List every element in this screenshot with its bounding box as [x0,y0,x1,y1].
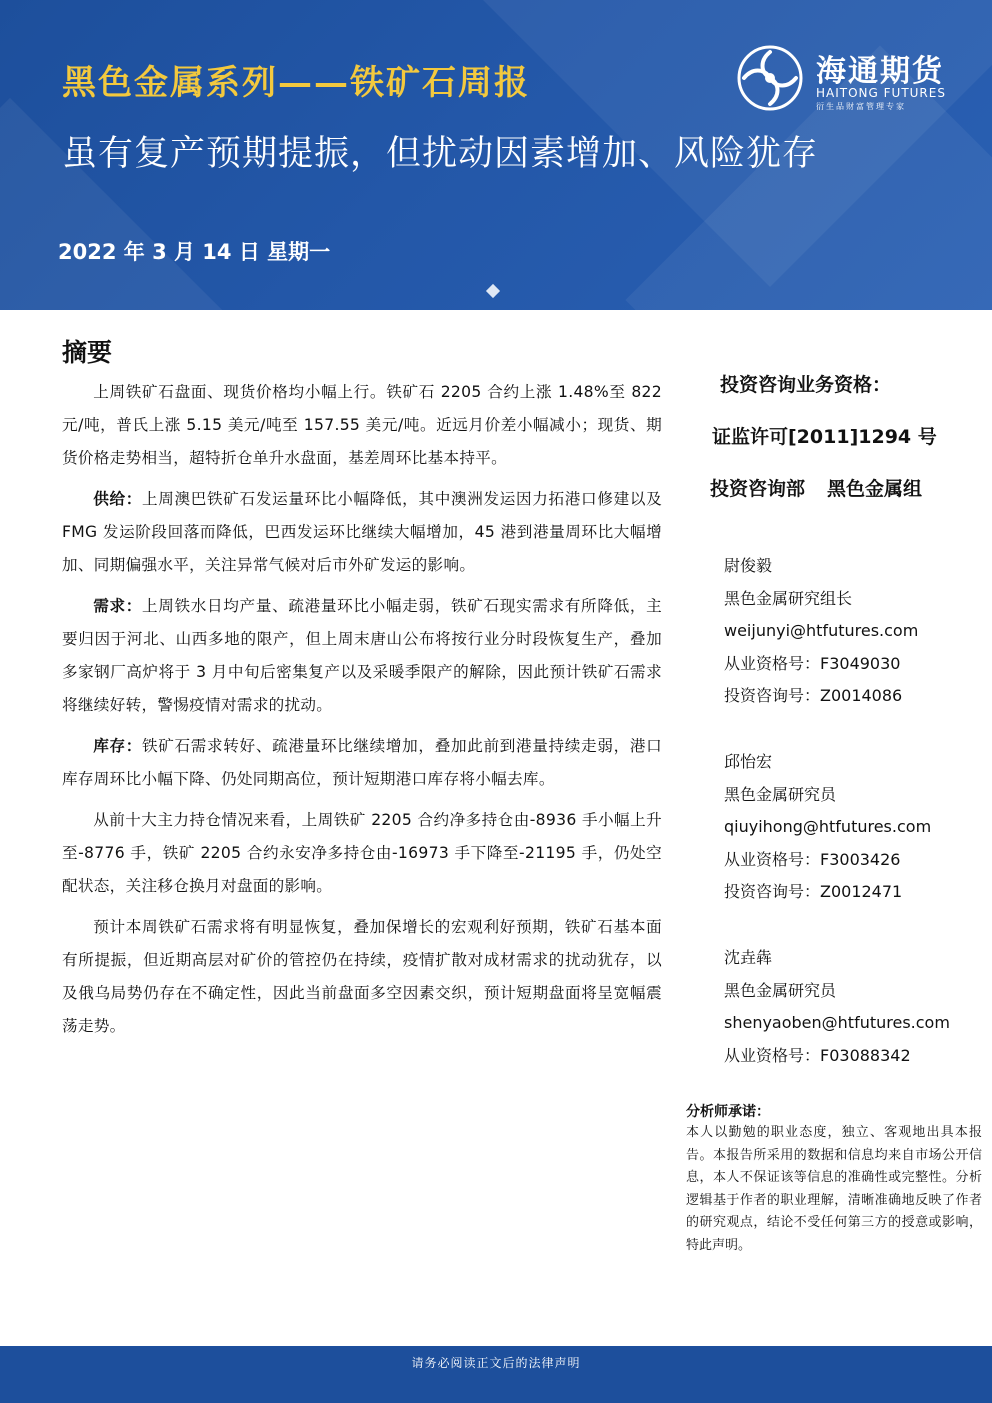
group-name: 黑色金属组 [827,478,923,500]
logo-chinese-name: 海通期货 [816,54,944,89]
analyst-card [724,746,984,909]
series-title: 黑色金属系列——铁矿石周报 [62,63,530,103]
summary-paragraph [62,483,662,582]
paragraph-text: 从前十大主力持仓情况来看，上周铁矿 2205 合约净多持仓由-8936 手小幅上升至-8776 手，铁矿 2205 合约永安净多持仓由-16973 手下降至-21195 手，仍处空配状态，关注移仓换月对盘面的影响。 [62,811,662,895]
report-headline: 虽有复产预期提振，但扰动因素增加、风险犹存 [62,134,819,174]
department-name: 投资咨询部 [710,478,806,500]
paragraph-label: 供给： [93,490,142,508]
company-logo [736,44,956,114]
summary-paragraph [62,911,662,1043]
summary-paragraph [62,804,662,903]
license-number: 证监许可[2011]1294 号 [712,426,937,448]
analyst-cert: 从业资格号：F3003426 [724,849,901,869]
analyst-cert: 从业资格号：F3049030 [724,653,901,673]
analyst-card [724,550,984,713]
paragraph-label: 需求： [93,597,142,615]
pledge-title: 分析师承诺： [686,1104,770,1120]
analyst-email[interactable]: shenyaoben@htfutures.com [724,1013,950,1032]
paragraph-text: 上周铁矿石盘面、现货价格均小幅上行。铁矿石 2205 合约上涨 1.48%至 822 元/吨，普氏上涨 5.15 美元/吨至 157.55 美元/吨。近远月价差小幅减小；现货、期货价格走势相当，超特折仓单升水盘面，基差周环比基本持平。 [62,383,662,467]
footer-legal-notice: 请务必阅读正文后的法律声明 [411,1356,581,1370]
analyst-advisory: 投资咨询号：Z0014086 [724,686,903,705]
haitong-logo-icon [736,44,804,112]
department-line [710,474,922,501]
summary-heading: 摘要 [62,338,113,367]
analyst-email[interactable]: weijunyi@htfutures.com [724,621,919,640]
analyst-name: 沈垚犇 [724,948,773,967]
analyst-name: 邱怡宏 [724,752,773,771]
analyst-pledge [686,1102,982,1257]
logo-slogan: 衍生品财富管理专家 [816,102,906,111]
qualification-label: 投资咨询业务资格： [720,374,892,396]
paragraph-text: 上周铁水日均产量、疏港量环比小幅走弱，铁矿石现实需求有所降低，主要归因于河北、山西多地的限产，但上周末唐山公布将按行业分时段恢复生产，叠加多家钢厂高炉将于 3 月中旬后密集复产以及采暖季限产的解除，因此预计铁矿石需求将继续好转，警惕疫情对需求的扰动。 [62,597,662,714]
summary-body [62,376,662,1051]
paragraph-text: 铁矿石需求转好、疏港量环比继续增加，叠加此前到港量持续走弱，港口库存周环比小幅下降、仍处同期高位，预计短期港口库存将小幅去库。 [62,737,662,788]
analyst-cert: 从业资格号：F03088342 [724,1045,911,1065]
paragraph-label: 库存： [93,737,142,755]
summary-paragraph [62,590,662,722]
logo-english-name: HAITONG FUTURES [816,86,946,100]
diamond-icon [486,284,500,298]
header-banner [0,0,992,310]
pledge-text: 本人以勤勉的职业态度，独立、客观地出具本报告。本报告所采用的数据和信息均来自市场公开信息，本人不保证该等信息的准确性或完整性。分析逻辑基于作者的职业理解，清晰准确地反映了作者的研究观点，结论不受任何第三方的授意或影响，特此声明。 [686,1125,982,1253]
analyst-email[interactable]: qiuyihong@htfutures.com [724,817,932,836]
analyst-name: 尉俊毅 [724,556,773,575]
paragraph-text: 预计本周铁矿石需求将有明显恢复，叠加保增长的宏观利好预期，铁矿石基本面有所提振，但近期高层对矿价的管控仍在持续，疫情扩散对成材需求的扰动犹存，以及俄乌局势仍存在不确定性，因此当前盘面多空因素交织，预计短期盘面将呈宽幅震荡走势。 [62,918,662,1035]
analyst-card [724,942,984,1072]
analyst-advisory: 投资咨询号：Z0012471 [724,882,903,901]
analyst-title: 黑色金属研究员 [724,784,837,804]
summary-paragraph [62,376,662,475]
report-date: 2022 年 3 月 14 日 星期一 [58,240,331,264]
analyst-title: 黑色金属研究员 [724,980,837,1000]
analyst-title: 黑色金属研究组长 [724,588,853,608]
summary-paragraph [62,730,662,796]
paragraph-text: 上周澳巴铁矿石发运量环比小幅降低，其中澳洲发运因力拓港口修建以及 FMG 发运阶段回落而降低，巴西发运环比继续大幅增加，45 港到港量周环比大幅增加、同期偏强水平，关注异常气候对后市外矿发运的影响。 [62,490,662,574]
